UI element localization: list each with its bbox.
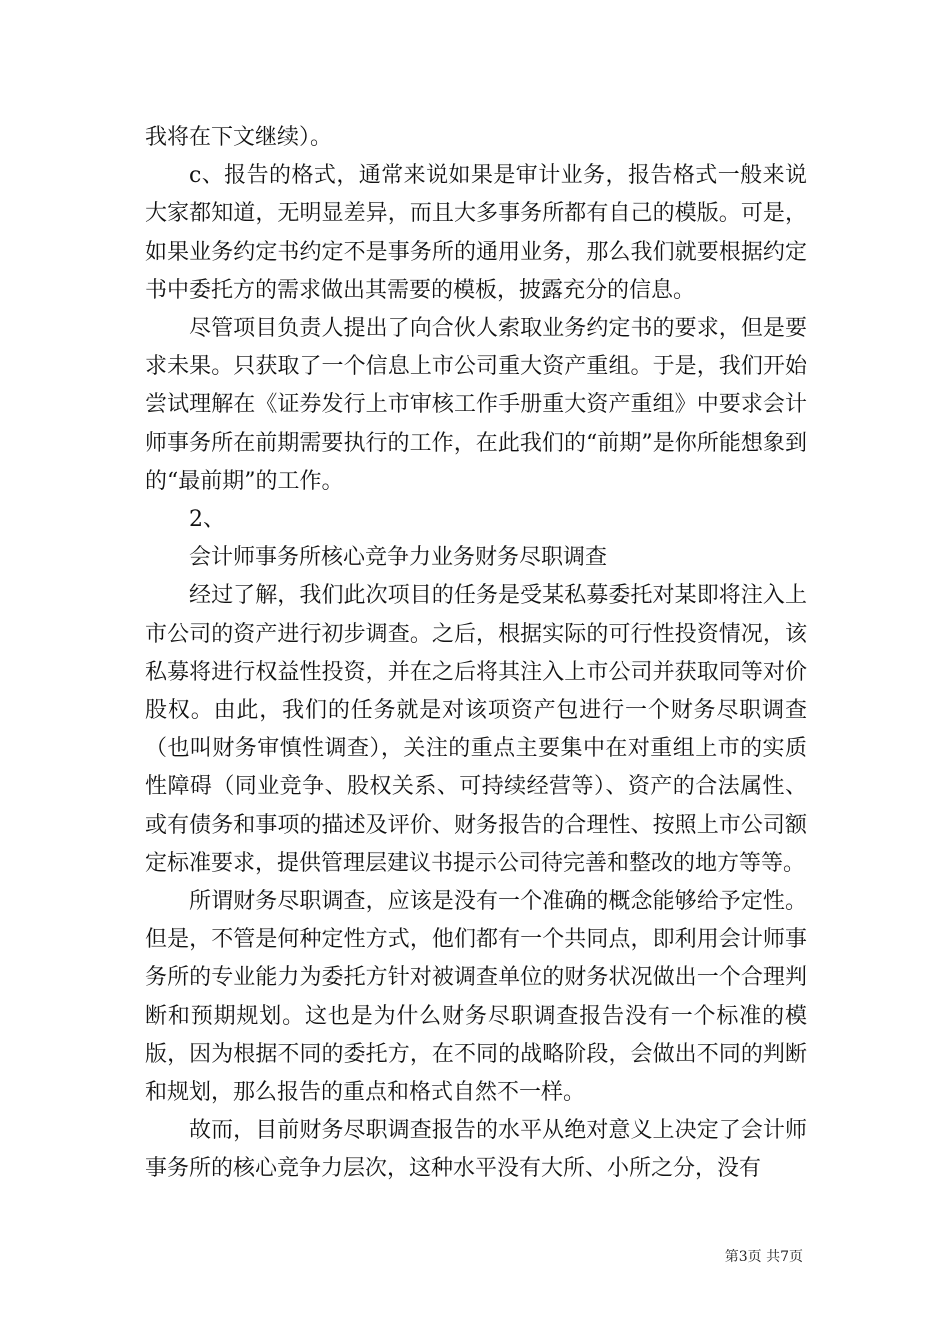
paragraph-report-format: c、报告的格式，通常来说如果是审计业务，报告格式一般来说大家都知道，无明显差异，而且大多事务所都有自己的模版。可是，如果业务约定书约定不是事务所的通用业务，那么我们就要根据约定书中委托方的需求做出其需要的模板，披露充分的信息。 — [145, 163, 807, 303]
paragraph-project-task: 经过了解，我们此次项目的任务是受某私募委托对某即将注入上市公司的资产进行初步调查。之后，根据实际的可行性投资情况，该私募将进行权益性投资，并在之后将其注入上市公司并获取同等对价股权。由此，我们的任务就是对该项资产包进行一个财务尽职调查（也叫财务审慎性调查），关注的重点主要集中在对重组上市的实质性障碍（同业竞争、股权关系、可持续经营等）、资产的合法属性、或有债务和事项的描述及评价、财务报告的合理性、按照上市公司额定标准要求，提供管理层建议书提示公司待完善和整改的地方等等。 — [145, 583, 807, 876]
document-body — [145, 119, 807, 1189]
section-number: 2、 — [189, 507, 225, 533]
paragraph-engagement-letter: 尽管项目负责人提出了向合伙人索取业务约定书的要求，但是要求未果。只获取了一个信息上市公司重大资产重组。于是，我们开始尝试理解在《证券发行上市审核工作手册重大资产重组》中要求会计师事务所在前期需要执行的工作，在此我们的“前期”是你所能想象到的“最前期”的工作。 — [145, 316, 807, 494]
page-number: 第3页 共7页 — [724, 1249, 803, 1265]
paragraph-core-competitiveness: 故而，目前财务尽职调查报告的水平从绝对意义上决定了会计师事务所的核心竞争力层次，这种水平没有大所、小所之分，没有 — [145, 1118, 807, 1182]
paragraph-continuation: 我将在下文继续）。 — [145, 125, 333, 150]
paragraph-due-diligence-definition: 所谓财务尽职调查，应该是没有一个准确的概念能够给予定性。但是，不管是何种定性方式，他们都有一个共同点，即利用会计师事务所的专业能力为委托方针对被调查单位的财务状况做出一个合理判断和预期规划。这也是为什么财务尽职调查报告没有一个标准的模版，因为根据不同的委托方，在不同的战略阶段，会做出不同的判断和规划，那么报告的重点和格式自然不一样。 — [145, 889, 807, 1106]
section-heading: 会计师事务所核心竞争力业务财务尽职调查 — [189, 545, 608, 571]
